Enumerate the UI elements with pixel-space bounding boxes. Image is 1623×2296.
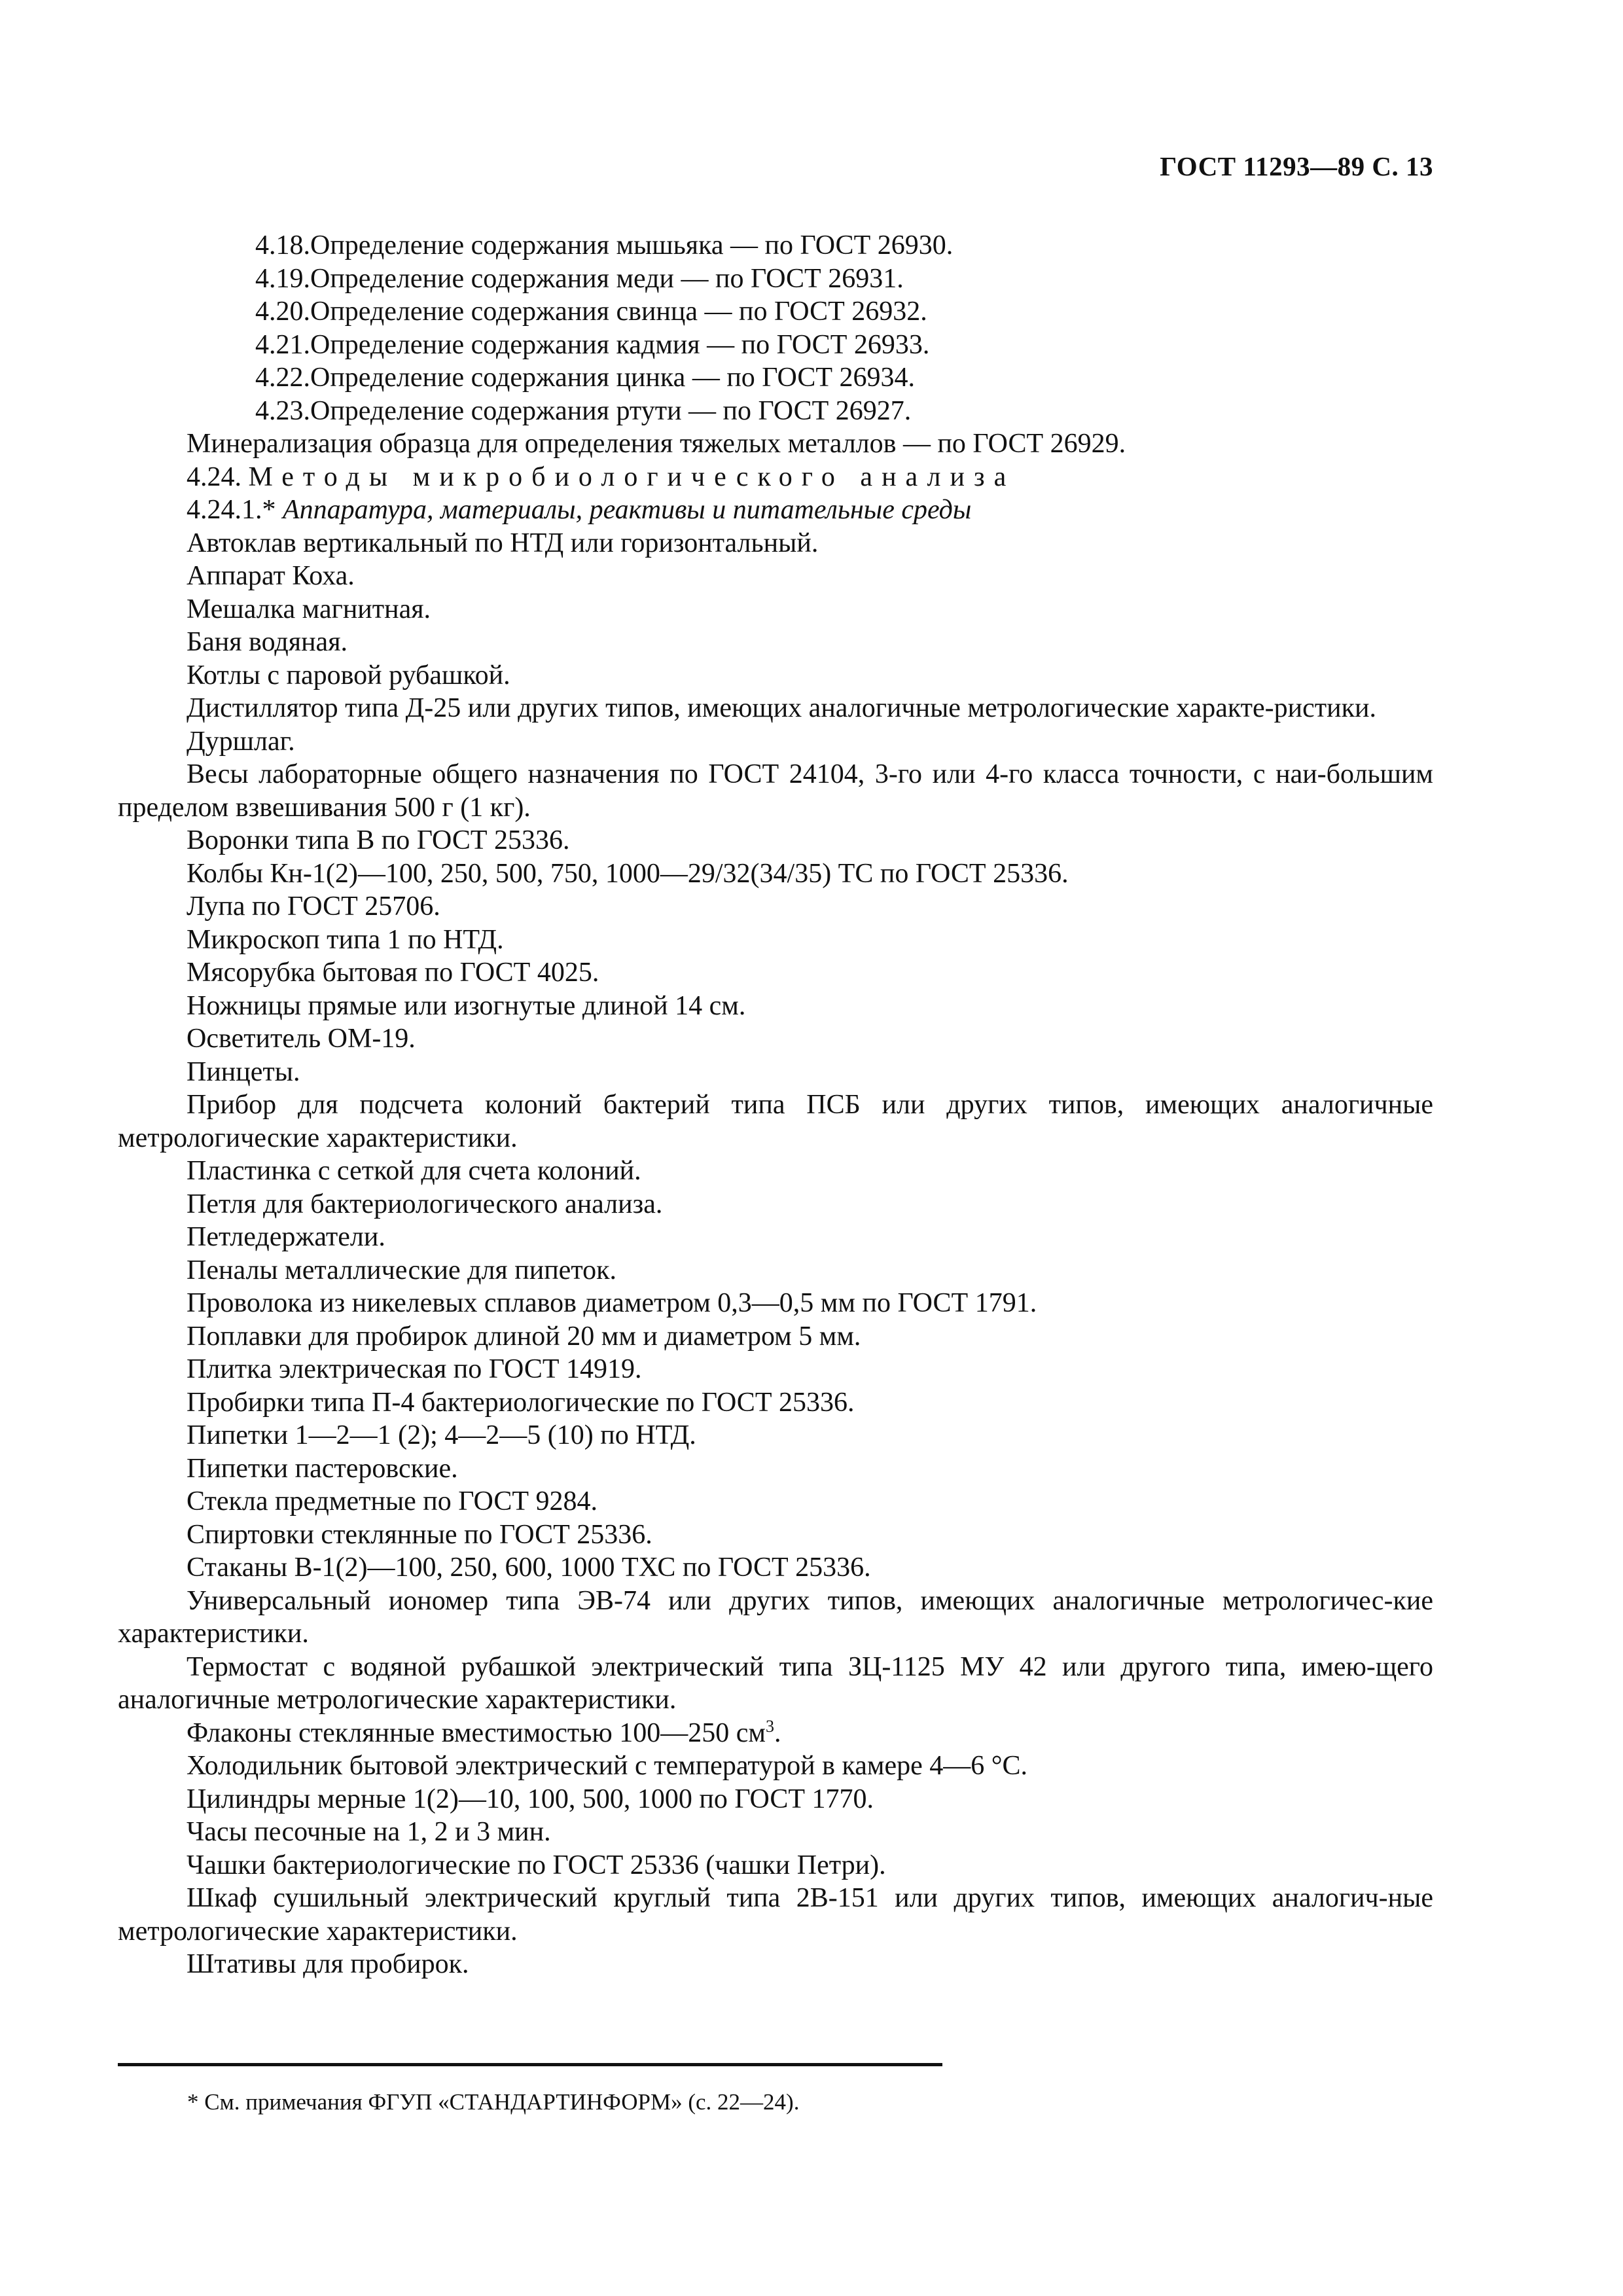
list-item: Лупа по ГОСТ 25706. bbox=[187, 891, 440, 922]
list-item: Пипетки 1—2—1 (2); 4—2—5 (10) по НТД. bbox=[187, 1420, 696, 1450]
list-item: Стаканы В-1(2)—100, 250, 600, 1000 ТХС по ГОСТ 25336. bbox=[187, 1552, 871, 1583]
page-header: ГОСТ 11293—89 С. 13 bbox=[1160, 151, 1433, 181]
item-text: Определение содержания цинка — по ГОСТ 26934. bbox=[310, 363, 916, 393]
list-item: Воронки типа В по ГОСТ 25336. bbox=[187, 825, 570, 855]
item-number: 4.20. bbox=[255, 296, 310, 327]
list-item: Плитка электрическая по ГОСТ 14919. bbox=[187, 1354, 642, 1384]
item-number: 4.18. bbox=[255, 230, 310, 260]
footnote-divider bbox=[118, 2063, 942, 2066]
list-item: Осветитель ОМ-19. bbox=[187, 1024, 416, 1054]
list-item: Весы лабораторные общего назначения по ГОСТ 24104, 3-го или 4-го класса точности, с наи-большим пределом взвешивания 500 г (1 кг). bbox=[118, 759, 1433, 823]
list-item bbox=[118, 262, 1433, 296]
list-item: Пробирки типа П-4 бактериологические по ГОСТ 25336. bbox=[187, 1387, 855, 1418]
item-text: Определение содержания мышьяка — по ГОСТ 26930. bbox=[310, 230, 954, 260]
section-title: Методы микробиологического анализа bbox=[248, 461, 1016, 492]
list-item: Спиртовки стеклянные по ГОСТ 25336. bbox=[187, 1519, 652, 1550]
list-item: Штативы для пробирок. bbox=[187, 1949, 469, 1979]
subsection-title: Аппаратура, материалы, реактивы и питательные среды bbox=[283, 495, 972, 525]
list-item: Чашки бактериологические по ГОСТ 25336 (чашки Петри). bbox=[187, 1850, 886, 1880]
list-item: Стекла предметные по ГОСТ 9284. bbox=[187, 1486, 598, 1516]
list-item: Пеналы металлические для пипеток. bbox=[187, 1255, 617, 1285]
list-item: Термостат с водяной рубашкой электрический типа ЗЦ-1125 МУ 42 или другого типа, имею-щего аналогичные метрологические характеристики. bbox=[118, 1651, 1433, 1715]
list-item: Петля для бактериологического анализа. bbox=[187, 1189, 663, 1219]
list-item: Аппарат Коха. bbox=[187, 561, 355, 591]
list-item: Холодильник бытовой электрический с температурой в камере 4—6 °С. bbox=[187, 1751, 1028, 1781]
item-text: Определение содержания кадмия — по ГОСТ 26933. bbox=[310, 329, 930, 360]
list-item: Пластинка с сеткой для счета колоний. bbox=[187, 1156, 641, 1186]
flasks-end: . bbox=[774, 1717, 781, 1748]
list-item: Дуршлаг. bbox=[187, 726, 295, 757]
list-item: Проволока из никелевых сплавов диаметром 0,3—0,5 мм по ГОСТ 1791. bbox=[187, 1288, 1037, 1318]
list-item: Колбы Кн-1(2)—100, 250, 500, 750, 1000—29/32(34/35) ТС по ГОСТ 25336. bbox=[187, 858, 1069, 889]
item-text: Определение содержания ртути — по ГОСТ 26927. bbox=[310, 395, 912, 426]
item-number: 4.21. bbox=[255, 329, 310, 360]
body-text bbox=[118, 229, 1433, 1981]
item-text: Определение содержания меди — по ГОСТ 26931. bbox=[310, 263, 904, 294]
list-item: Петледержатели. bbox=[187, 1222, 385, 1252]
list-item: Дистиллятор типа Д-25 или других типов, имеющих аналогичные метрологические характе-ристики. bbox=[187, 693, 1376, 723]
list-item: Пинцеты. bbox=[187, 1056, 300, 1087]
list-item: Прибор для подсчета колоний бактерий типа ПСБ или других типов, имеющих аналогичные метрологические характеристики. bbox=[118, 1090, 1433, 1153]
list-item: Часы песочные на 1, 2 и 3 мин. bbox=[187, 1817, 551, 1847]
list-item bbox=[118, 329, 1433, 362]
list-item: Котлы с паровой рубашкой. bbox=[187, 660, 510, 691]
list-item: Баня водяная. bbox=[187, 627, 348, 657]
equipment-list bbox=[118, 527, 1433, 1717]
item-number: 4.23. bbox=[255, 395, 310, 426]
list-item: Шкаф сушильный электрический круглый типа 2В-151 или других типов, имеющих аналогич-ные метрологические характеристики. bbox=[118, 1883, 1433, 1946]
list-item: Поплавки для пробирок длиной 20 мм и диаметром 5 мм. bbox=[187, 1321, 861, 1352]
list-item bbox=[118, 1717, 1433, 1750]
list-item: Микроскоп типа 1 по НТД. bbox=[187, 924, 504, 955]
list-item: Ножницы прямые или изогнутые длиной 14 см. bbox=[187, 990, 746, 1021]
mineralization-note: Минерализация образца для определения тяжелых металлов — по ГОСТ 26929. bbox=[187, 429, 1126, 459]
list-item bbox=[118, 395, 1433, 428]
subsection-heading bbox=[118, 493, 1433, 527]
flasks-text: Флаконы стеклянные вместимостью 100—250 см bbox=[187, 1717, 766, 1748]
subsection-number: 4.24.1.* bbox=[187, 495, 276, 525]
list-item bbox=[118, 295, 1433, 329]
equipment-after-list bbox=[118, 1749, 1433, 1981]
list-item: Мясорубка бытовая по ГОСТ 4025. bbox=[187, 958, 599, 988]
section-heading bbox=[118, 461, 1433, 494]
list-item: Автоклав вертикальный по НТД или горизонтальный. bbox=[187, 528, 819, 558]
list-item bbox=[118, 361, 1433, 395]
footnote: * См. примечания ФГУП «СТАНДАРТИНФОРМ» (с. 22—24). bbox=[187, 2089, 800, 2115]
list-item: Универсальный иономер типа ЭВ-74 или других типов, имеющих аналогичные метрологичес-кие характеристики. bbox=[118, 1585, 1433, 1649]
list-item: Мешалка магнитная. bbox=[187, 594, 431, 624]
section-number: 4.24. bbox=[187, 461, 241, 492]
flasks-superscript: 3 bbox=[766, 1716, 775, 1736]
item-number: 4.19. bbox=[255, 263, 310, 294]
list-item: Цилиндры мерные 1(2)—10, 100, 500, 1000 по ГОСТ 1770. bbox=[187, 1784, 874, 1814]
list-item bbox=[118, 229, 1433, 262]
item-text: Определение содержания свинца — по ГОСТ 26932. bbox=[310, 296, 927, 327]
list-item: Пипетки пастеровские. bbox=[187, 1453, 458, 1484]
item-number: 4.22. bbox=[255, 363, 310, 393]
